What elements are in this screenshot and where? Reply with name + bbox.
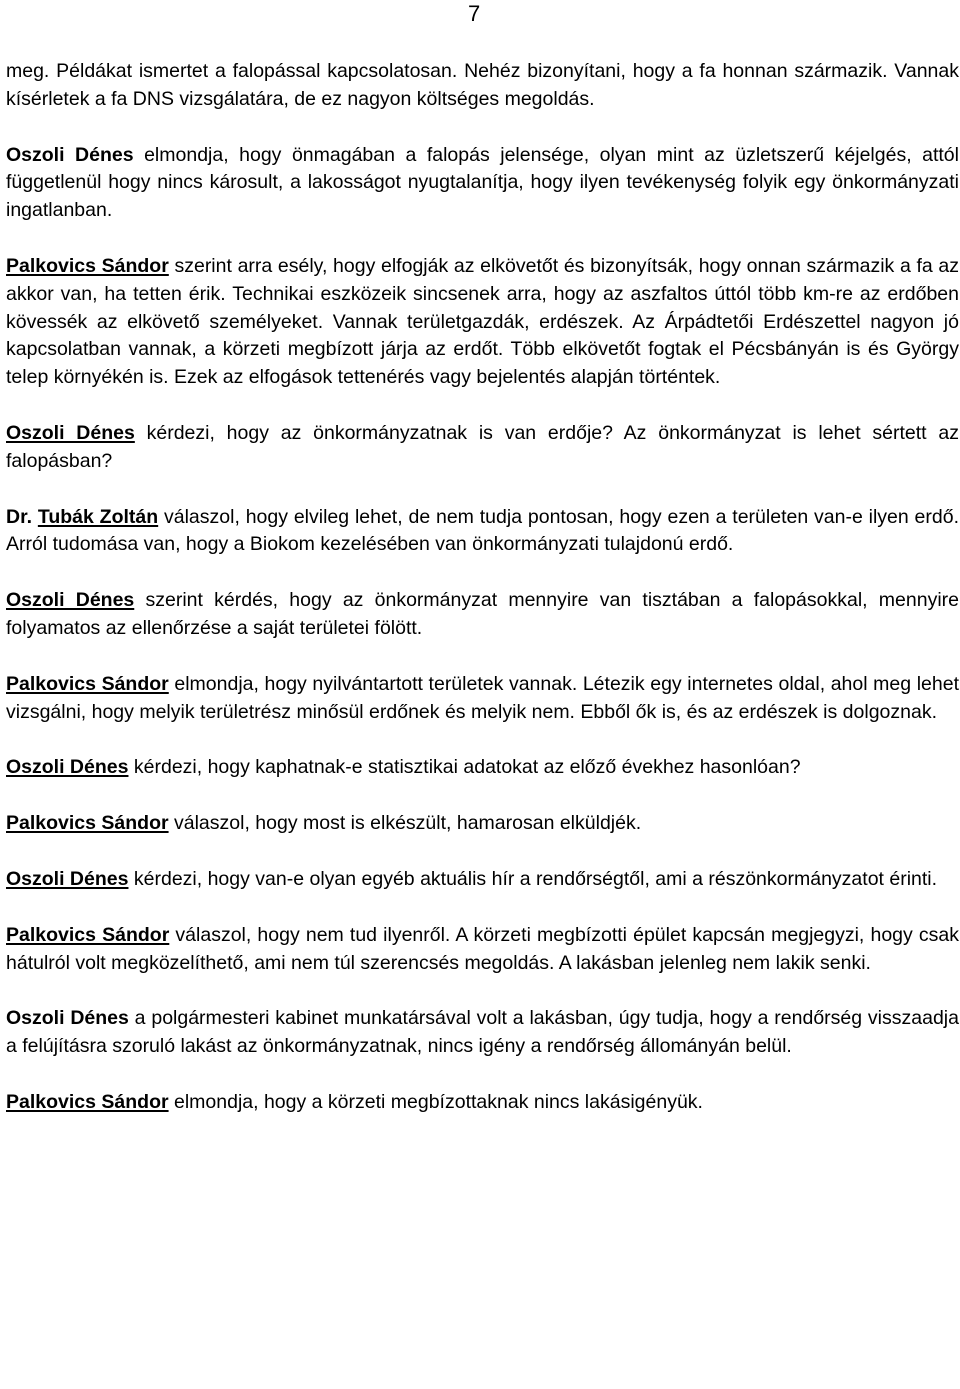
paragraph-text: szerint arra esély, hogy elfogják az elkövetőt és bizonyítsák, hogy onnan származik a fa az akkor van, ha tetten érik. Technikai eszközeik sincsenek arra, hogy az aszfaltos úttól több km-re az erdőben kövessék az elkövető személyeket. Vannak területgazdák, erdészek. Az Árpádtetői Erdészettel nagyon jó kapcsolatban vannak, a körzeti megbízott járja az erdőt. Több elkövetőt fogtak el Pécsbányán is és György telep környékén is. Ezek az elfogások tettenérés vagy bejelentés alapján történtek. xyxy=(6,254,959,389)
document-body xyxy=(6,58,959,1145)
paragraph xyxy=(6,866,959,894)
speaker-name: Palkovics Sándor xyxy=(6,923,170,946)
paragraph xyxy=(6,420,959,476)
paragraph xyxy=(6,58,959,114)
speaker-name: Palkovics Sándor xyxy=(6,254,169,277)
paragraph xyxy=(6,810,959,838)
page-number: 7 xyxy=(468,1,481,26)
speaker-name: Oszoli Dénes xyxy=(6,143,134,166)
paragraph-text: meg. Példákat ismertet a falopással kapcsolatosan. Nehéz bizonyítani, hogy a fa honnan származik. Vannak kísérletek a fa DNS vizsgálatára, de ez nagyon költséges megoldás. xyxy=(6,60,959,110)
paragraph-text: szerint kérdés, hogy az önkormányzat mennyire van tisztában a falopásokkal, mennyire folyamatos az ellenőrzése a saját területei fölött. xyxy=(6,589,959,639)
paragraph-text: válaszol, hogy most is elkészült, hamarosan elküldjék. xyxy=(168,812,642,835)
paragraph xyxy=(6,142,959,225)
paragraph xyxy=(6,1089,959,1117)
paragraph xyxy=(6,754,959,782)
paragraph xyxy=(6,587,959,643)
speaker-name: Palkovics Sándor xyxy=(6,1090,169,1113)
paragraph xyxy=(6,922,959,978)
paragraph-text: kérdezi, hogy kaphatnak-e statisztikai adatokat az előző évekhez hasonlóan? xyxy=(128,756,801,779)
paragraph xyxy=(6,253,959,392)
speaker-name: Oszoli Dénes xyxy=(6,589,135,612)
paragraph xyxy=(6,504,959,560)
paragraph-text: elmondja, hogy nyilvántartott területek vannak. Létezik egy internetes oldal, ahol meg lehet vizsgálni, hogy melyik területrész minősül erdőnek és melyik nem. Ebből ők is, és az erdészek is dolgoznak. xyxy=(6,672,959,723)
paragraph-text: válaszol, hogy nem tud ilyenről. A körzeti megbízotti épület kapcsán megjegyzi, hogy csak hátulról volt megközelíthető, ami nem túl szerencsés megoldás. A lakásban jelenleg nem lakik senki. xyxy=(6,923,959,974)
speaker-name: Oszoli Dénes xyxy=(6,421,135,444)
speaker-name: Tubák Zoltán xyxy=(37,505,159,528)
speaker-title: Dr. xyxy=(6,505,33,528)
paragraph-text: elmondja, hogy önmagában a falopás jelensége, olyan mint az üzletszerű kéjelgés, attól függetlenül hogy nincs károsult, a lakosságot nyugtalanítja, hogy ilyen tevékenység folyik egy önkormányzati ingatlanban. xyxy=(6,143,959,222)
paragraph-text: válaszol, hogy elvileg lehet, de nem tudja pontosan, hogy ezen a területen van-e ilyen erdő. Arról tudomása van, hogy a Biokom kezelésében van önkormányzati tulajdonú erdő. xyxy=(6,505,959,556)
paragraph xyxy=(6,671,959,727)
paragraph-text: elmondja, hogy a körzeti megbízottaknak nincs lakásigényük. xyxy=(168,1090,703,1113)
speaker-name: Oszoli Dénes xyxy=(6,756,129,779)
speaker-name: Palkovics Sándor xyxy=(6,672,169,695)
speaker-name: Oszoli Dénes xyxy=(6,1007,129,1030)
paragraph-text: kérdezi, hogy az önkormányzatnak is van erdője? Az önkormányzat is lehet sértett az falopásban? xyxy=(6,421,959,472)
speaker-name: Oszoli Dénes xyxy=(6,867,129,890)
speaker-name: Palkovics Sándor xyxy=(6,812,169,835)
paragraph-text: a polgármesteri kabinet munkatársával volt a lakásban, úgy tudja, hogy a rendőrség visszaadja a felújításra szoruló lakást az önkormányzatnak, nincs igény a rendőrség állományán belül. xyxy=(6,1007,959,1058)
paragraph xyxy=(6,1005,959,1061)
paragraph-text: kérdezi, hogy van-e olyan egyéb aktuális hír a rendőrségtől, ami a részönkormányzatot érinti. xyxy=(128,867,938,890)
